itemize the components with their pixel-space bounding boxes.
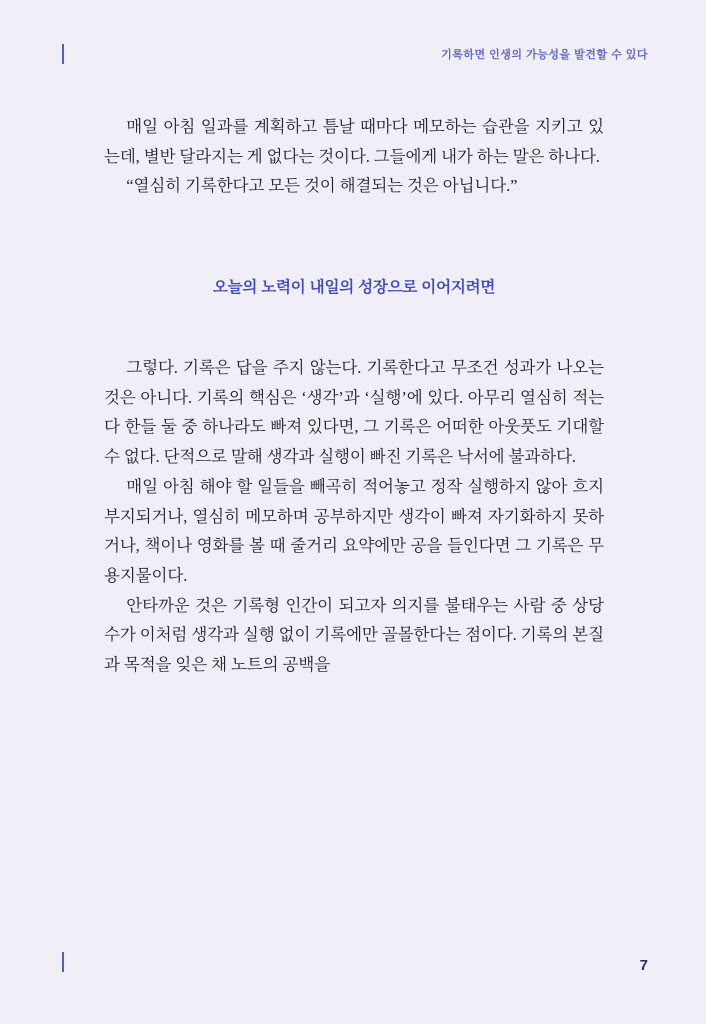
paragraph: 매일 아침 해야 할 일들을 빼곡히 적어놓고 정작 실행하지 않아 흐지부지되거나, 열심히 메모하며 공부하지만 생각이 빠져 자기화하지 못하거나, 책이나 영화를 볼 때 줄거리 요약에만 공을 들인다면 그 기록은 무용지물이다. [104, 476, 604, 585]
page-content [104, 112, 604, 680]
footer-rule-mark [62, 952, 64, 972]
header-rule-mark [62, 44, 64, 64]
paragraph: 매일 아침 일과를 계획하고 틈날 때마다 메모하는 습관을 지키고 있는데, 별반 달라지는 게 없다는 것이다. 그들에게 내가 하는 말은 하나다. [104, 117, 604, 166]
page-number: 7 [639, 957, 648, 974]
section-heading: 오늘의 노력이 내일의 성장으로 이어지려면 [212, 279, 496, 297]
paragraph: 그렇다. 기록은 답을 주지 않는다. 기록한다고 무조건 성과가 나오는 것은 아니다. 기록의 핵심은 ‘생각’과 ‘실행’에 있다. 아무리 열심히 적는다 한들 둘 중 하나라도 빠져 있다면, 그 기록은 어떠한 아웃풋도 기대할 수 없다. 단적으로 말해 생각과 실행이 빠진 기록은 낙서에 불과하다. [104, 358, 604, 467]
paragraph-group-bottom [104, 353, 604, 680]
paragraph-quote: “열심히 기록한다고 모든 것이 해결되는 것은 아닙니다.” [126, 176, 518, 196]
paragraph-group-top [104, 112, 604, 201]
section-heading-block [104, 275, 604, 297]
paragraph: 안타까운 것은 기록형 인간이 되고자 의지를 불태우는 사람 중 상당수가 이처럼 생각과 실행 없이 기록에만 골몰한다는 점이다. 기록의 본질과 목적을 잊은 채 노트의 공백을 [104, 595, 604, 674]
running-head: 기록하면 인생의 가능성을 발견할 수 있다 [441, 49, 648, 61]
